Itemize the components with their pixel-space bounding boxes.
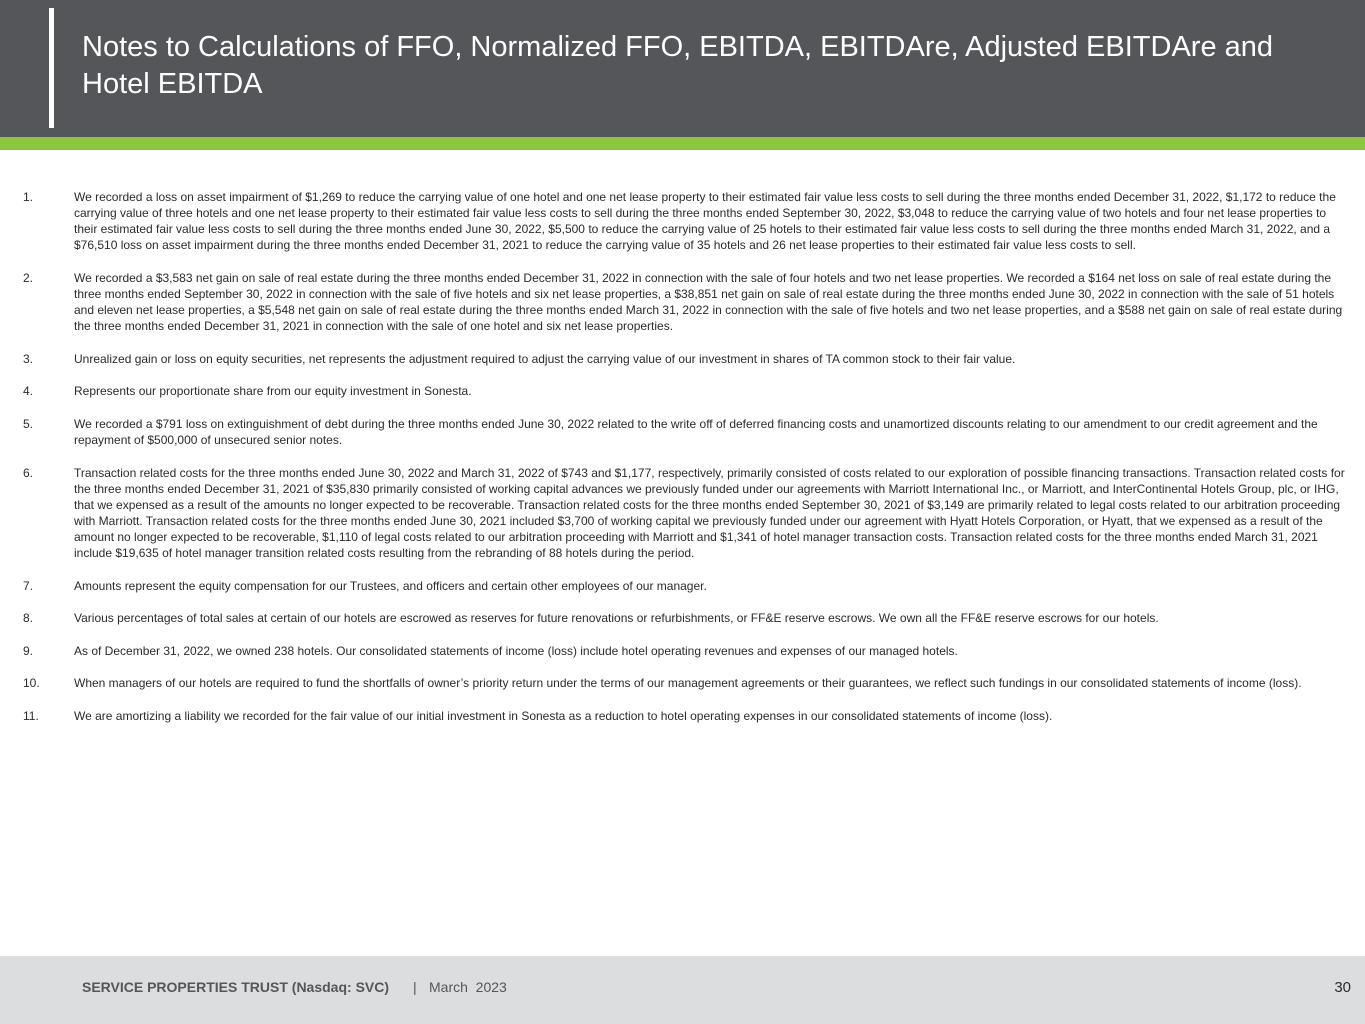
note-text: When managers of our hotels are required to fund the shortfalls of owner’s priority return under the terms of our management agreements or their guarantees, we reflect such fundings in our consolidated statements of income (loss). — [74, 676, 1302, 691]
note-number: 9. — [23, 643, 34, 658]
header-accent-bar — [49, 8, 54, 128]
note-number: 11. — [23, 709, 39, 724]
note-item — [0, 383, 1365, 399]
note-number: 7. — [23, 578, 34, 593]
note-item — [0, 708, 1365, 724]
note-text: We are amortizing a liability we recorded for the fair value of our initial investment in Sonesta as a reduction to hotel operating expenses in our consolidated statements of income (loss). — [74, 709, 1053, 724]
note-text: Transaction related costs for the three months ended June 30, 2022 and March 31, 2022 of $743 and $1,177, respectively, primarily consisted of costs related to our exploration of possible financing transactions. Transaction related costs for the three months ended December 31, 2021 of $35,830 primarily consisted of working capital advances we previously funded under our agreements with Marriott International Inc., or Marriott, and InterContinental Hotels Group, plc, or IHG, that we expensed as a result of the amounts no longer expected to be recoverable. Transaction related costs for the three months ended September 30, 2021 of $3,149 are primarily related to legal costs related to our arbitration proceeding with Marriott. Transaction related costs for the three months ended June 30, 2021 included $3,700 of working capital we previously funded under our agreement with Hyatt Hotels Corporation, or Hyatt, that we expensed as a result of the amount no longer expected to be recoverable, $1,110 of legal costs related to our arbitration proceeding with Marriott and $1,341 of hotel manager transaction costs. Transaction related costs for the three months ended March 31, 2021 include $19,635 of hotel manager transition related costs resulting from the rebranding of 88 hotels during the period. — [74, 465, 1345, 561]
note-number: 2. — [23, 270, 34, 285]
note-text: We recorded a loss on asset impairment of $1,269 to reduce the carrying value of one hotel and one net lease property to their estimated fair value less costs to sell during the three months ended December 31, 2022, $1,172 to reduce the carrying value of three hotels and one net lease property to their estimated fair value less costs to sell during the three months ended September 30, 2022, $3,048 to reduce the carrying value of two hotels and four net lease properties to their estimated fair value less costs to sell during the three months ended June 30, 2022, $5,500 to reduce the carrying value of 25 hotels to their estimated fair value less costs to sell during the three months ended March 31, 2022, and a $76,510 loss on asset impairment during the three months ended December 31, 2021 to reduce the carrying value of 35 hotels and 26 net lease properties to their estimated fair value less costs to sell. — [74, 190, 1336, 253]
note-number: 5. — [23, 416, 34, 431]
note-number: 3. — [23, 351, 34, 366]
note-text: As of December 31, 2022, we owned 238 hotels. Our consolidated statements of income (loss) include hotel operating revenues and expenses of our managed hotels. — [74, 643, 958, 658]
note-item — [0, 351, 1365, 367]
note-text: We recorded a $791 loss on extinguishment of debt during the three months ended June 30, 2022 related to the write off of deferred financing costs and unamortized discounts relating to our amendment to our credit agreement and the repayment of $500,000 of unsecured senior notes. — [74, 416, 1318, 448]
footer-separator: | — [413, 979, 417, 995]
note-item — [0, 270, 1365, 334]
note-number: 8. — [23, 611, 34, 626]
note-item — [0, 610, 1365, 626]
footer-bar — [0, 956, 1365, 1024]
footer-date: March 2023 — [429, 979, 507, 995]
note-number: 6. — [23, 465, 34, 480]
note-text: Various percentages of total sales at certain of our hotels are escrowed as reserves for future renovations or refurbishments, or FF&E reserve escrows. We own all the FF&E reserve escrows for our hotels. — [74, 611, 1159, 626]
page-title: Notes to Calculations of FFO, Normalized FFO, EBITDA, EBITDAre, Adjusted EBITDAre and Hotel EBITDA — [82, 31, 1274, 100]
note-text: Represents our proportionate share from our equity investment in Sonesta. — [74, 384, 472, 399]
note-text: Amounts represent the equity compensation for our Trustees, and officers and certain other employees of our manager. — [74, 578, 707, 593]
note-number: 10. — [23, 676, 40, 691]
note-item — [0, 675, 1365, 691]
note-item — [0, 578, 1365, 594]
note-item — [0, 465, 1365, 562]
note-text: We recorded a $3,583 net gain on sale of real estate during the three months ended December 31, 2022 in connection with the sale of four hotels and two net lease properties. We recorded a $164 net loss on sale of real estate during the three months ended September 30, 2022 in connection with the sale of five hotels and six net lease properties, a $38,851 net gain on sale of real estate during the three months ended June 30, 2022 in connection with the sale of 51 hotels and eleven net lease properties, a $5,548 net gain on sale of real estate during the three months ended March 31, 2022 in connection with the sale of five hotels and two net lease properties, and a $588 net gain on sale of real estate during the three months ended December 31, 2021 in connection with the sale of one hotel and six net lease properties. — [74, 270, 1343, 334]
note-item — [0, 643, 1365, 659]
note-number: 4. — [23, 384, 34, 399]
note-item — [0, 416, 1365, 448]
header-banner — [0, 0, 1365, 137]
footer-company-name: SERVICE PROPERTIES TRUST (Nasdaq: SVC) — [82, 979, 390, 995]
notes-list — [0, 189, 1365, 741]
green-divider — [0, 137, 1365, 150]
note-item — [0, 189, 1365, 253]
note-text: Unrealized gain or loss on equity securities, net represents the adjustment required to adjust the carrying value of our investment in shares of TA common stock to their fair value. — [74, 351, 1016, 366]
page-number: 30 — [1334, 979, 1351, 996]
note-number: 1. — [23, 190, 34, 204]
